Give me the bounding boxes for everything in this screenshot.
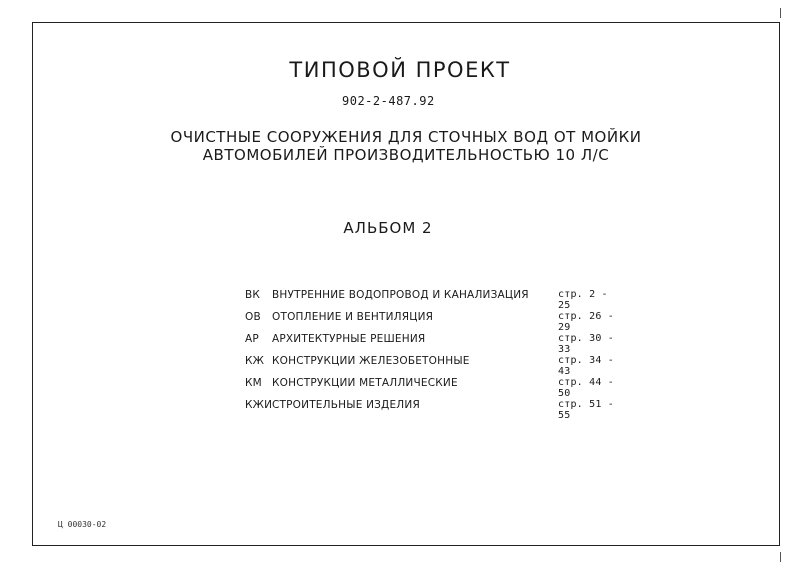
section-code: ОВ [245,311,261,323]
section-title: ОТОПЛЕНИЕ И ВЕНТИЛЯЦИЯ [272,311,434,323]
section-title: АРХИТЕКТУРНЫЕ РЕШЕНИЯ [272,333,426,345]
contents-list [245,289,625,421]
contents-row [245,311,625,333]
section-code: КМ [245,377,262,389]
section-title: ВНУТРЕННИЕ ВОДОПРОВОД И КАНАЛИЗАЦИЯ [272,289,529,301]
album-heading: АЛЬБОМ 2 [343,219,433,237]
section-title: КОНСТРУКЦИИ ЖЕЛЕЗОБЕТОННЫЕ [272,355,470,367]
page-title: ТИПОВОЙ ПРОЕКТ [289,58,511,82]
section-code: ВК [245,289,261,301]
section-pages: стр. 26 - 29 [558,311,614,333]
section-pages: стр. 51 - 55 [558,399,614,421]
contents-row [245,377,625,399]
corner-mark [780,8,781,18]
contents-row [245,355,625,377]
section-code: КЖ [245,355,265,367]
stamp-code: Ц 00030-02 [58,520,107,529]
section-title: КОНСТРУКЦИИ МЕТАЛЛИЧЕСКИЕ [272,377,458,389]
contents-row [245,333,625,355]
section-code: АР [245,333,259,345]
project-number: 902-2-487.92 [342,94,435,108]
contents-row [245,399,625,421]
subtitle-line-1: ОЧИСТНЫЕ СООРУЖЕНИЯ ДЛЯ СТОЧНЫХ ВОД ОТ МОЙКИ [170,128,642,146]
section-title: СТРОИТЕЛЬНЫЕ ИЗДЕЛИЯ [272,399,420,411]
contents-row [245,289,625,311]
corner-mark [780,552,781,562]
section-pages: стр. 44 - 50 [558,377,614,399]
section-pages: стр. 30 - 33 [558,333,614,355]
section-pages: стр. 2 - 25 [558,289,608,311]
section-pages: стр. 34 - 43 [558,355,614,377]
section-code: КЖИ [245,399,273,411]
subtitle-line-2: АВТОМОБИЛЕЙ ПРОИЗВОДИТЕЛЬНОСТЬЮ 10 Л/С [202,146,610,164]
